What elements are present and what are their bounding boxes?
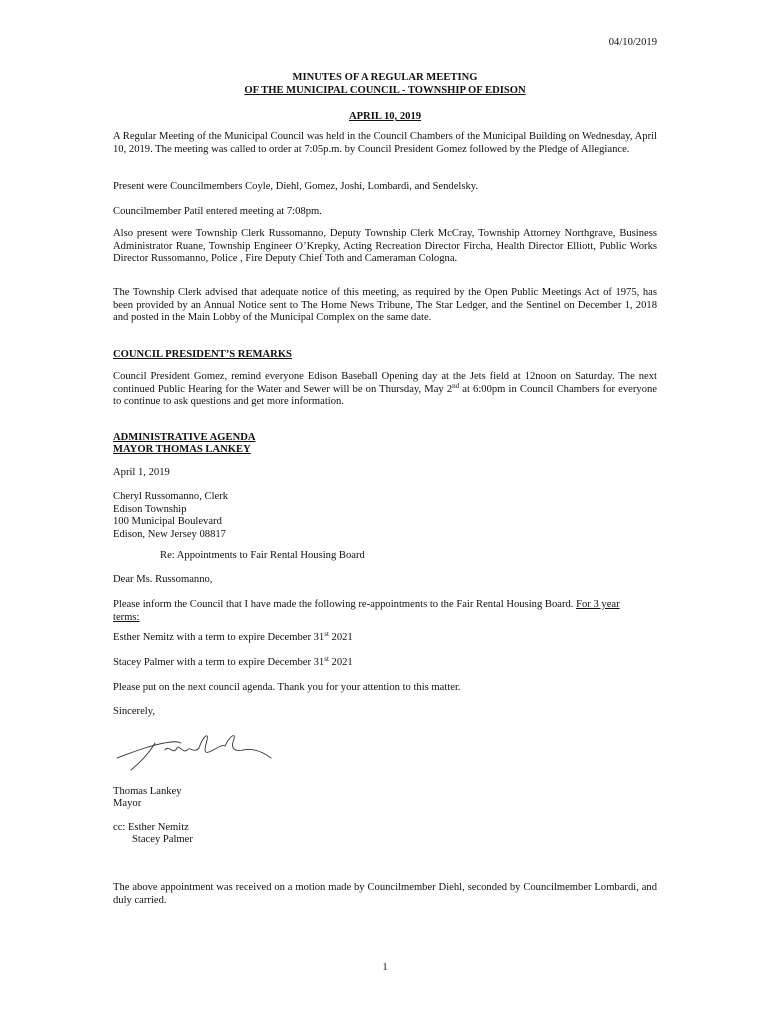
salutation: Dear Ms. Russomanno, — [113, 574, 213, 585]
cc-line-2: Stacey Palmer — [132, 834, 193, 845]
appointee-1: Esther Nemitz with a term to expire December 31st 2021 — [113, 630, 353, 643]
president-remarks-heading: COUNCIL PRESIDENT’S REMARKS — [113, 349, 292, 360]
address-line: Edison, New Jersey 08817 — [113, 528, 226, 540]
motion-paragraph: The above appointment was received on a motion made by Councilmember Diehl, seconded by Councilmember Lombardi, and duly carried. — [113, 882, 657, 906]
meeting-date-heading: APRIL 10, 2019 — [348, 111, 422, 122]
mayor-signature — [113, 730, 283, 775]
signer-name: Thomas Lankey — [113, 786, 182, 797]
address-line: 100 Municipal Boulevard — [113, 516, 222, 528]
header-date: 04/10/2019 — [608, 37, 657, 48]
letter-date: April 1, 2019 — [113, 467, 170, 478]
cc-line-1: cc: Esther Nemitz — [113, 822, 189, 833]
notice-paragraph: The Township Clerk advised that adequate notice of this meeting, as required by the Open Public Meetings Act of 1975, has been provided by an Annual Notice sent to The Home News Tribune, The Star Ledger, and the Sentinel on December 1, 2018 and posted in the Main Lobby of the Municipal Complex on the same date. — [113, 287, 657, 324]
admin-agenda-heading: ADMINISTRATIVE AGENDA — [113, 432, 256, 443]
opening-paragraph: A Regular Meeting of the Municipal Council was held in the Council Chambers of the Municipal Building on Wednesday, April 10, 2019. The meeting was called to order at 7:05p.m. by Council President Gomez followed by the Pledge of Allegiance. — [113, 131, 657, 155]
page-number: 1 — [382, 962, 388, 973]
president-remarks-paragraph: Council President Gomez, remind everyone Edison Baseball Opening day at the Jets field at 12noon on Saturday. The next continued Public Hearing for the Water and Sewer will be on Thursday, May 2nd at 6:00pm in Council Chambers for everyone to continue to ask questions and get more information. — [113, 371, 657, 408]
letter-body: Please inform the Council that I have made the following re-appointments to the Fair Rental Housing Board. For 3 year terms: — [113, 599, 620, 623]
signer-title: Mayor — [113, 798, 142, 809]
address-line: Cheryl Russomanno, Clerk — [113, 491, 229, 502]
patil-paragraph: Councilmember Patil entered meeting at 7:08pm. — [113, 206, 322, 217]
closing-request: Please put on the next council agenda. Thank you for your attention to this matter. — [113, 682, 461, 693]
also-present-paragraph: Also present were Township Clerk Russomanno, Deputy Township Clerk McCray, Township Attorney Northgrave, Business Administrator Ruane, Township Engineer O’Krepky, Acting Recreation Director Fircha, Health Director Elliott, Public Works Director Russomanno, Police , Fire Deputy Chief Toth and Cameraman Cologna. — [113, 228, 657, 265]
signoff: Sincerely, — [113, 706, 155, 717]
address-block — [113, 491, 657, 541]
address-line: Edison Township — [113, 503, 187, 515]
appointee-2: Stacey Palmer with a term to expire December 31st 2021 — [113, 655, 353, 668]
re-line: Re: Appointments to Fair Rental Housing Board — [160, 550, 365, 561]
title-line-2: OF THE MUNICIPAL COUNCIL - TOWNSHIP OF EDISON — [244, 85, 526, 96]
title-line-1: MINUTES OF A REGULAR MEETING — [292, 72, 478, 83]
present-paragraph: Present were Councilmembers Coyle, Diehl, Gomez, Joshi, Lombardi, and Sendelsky. — [113, 181, 479, 192]
mayor-heading: MAYOR THOMAS LANKEY — [113, 444, 251, 455]
terms-label: For 3 year terms: — [113, 599, 620, 623]
